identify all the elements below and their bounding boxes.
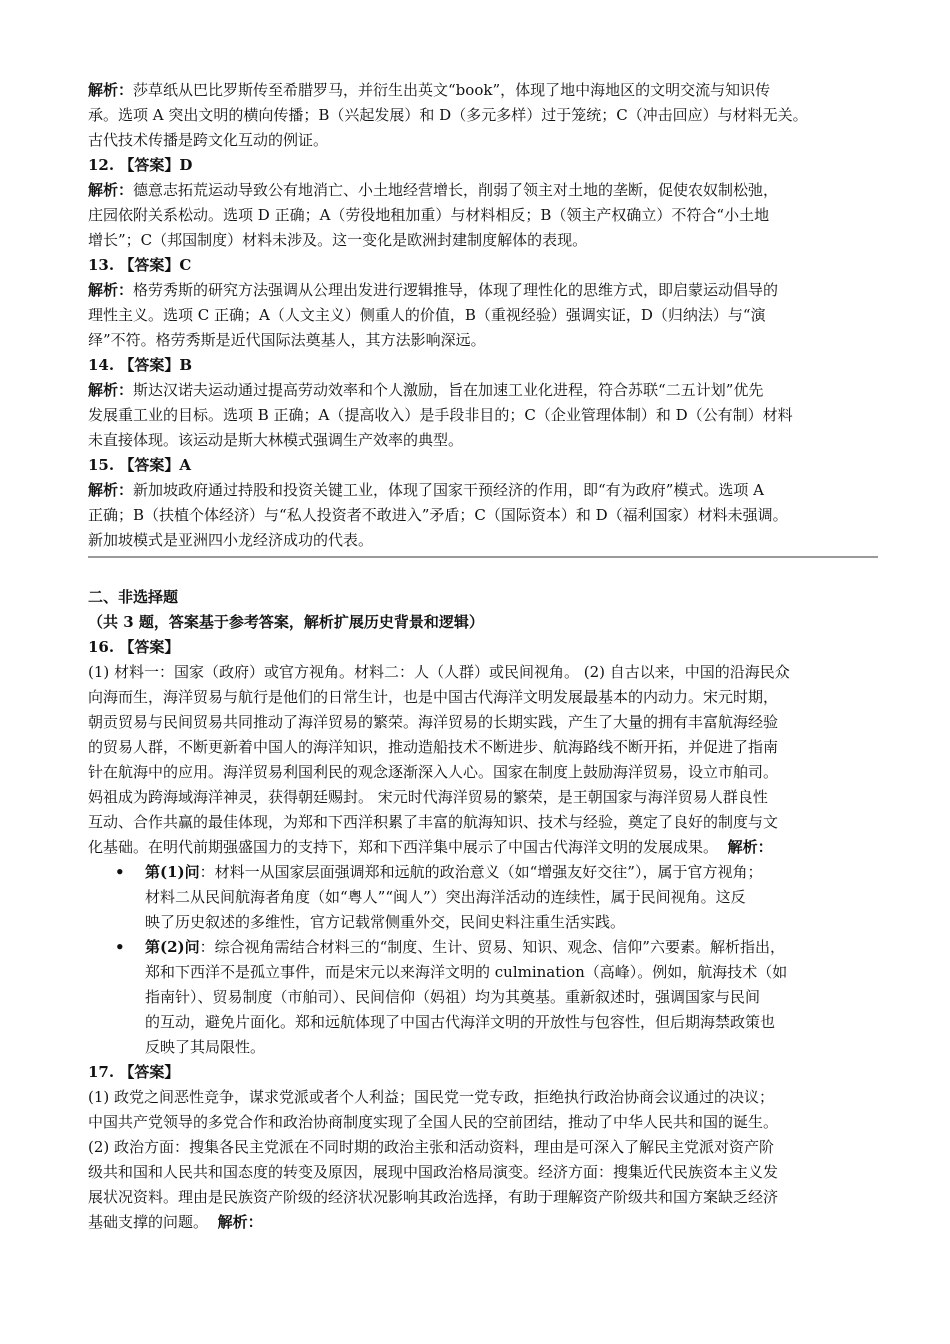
- analysis-text: 格劳秀斯的研究方法强调从公理出发进行逻辑推导，体现了理性化的思维方式，即启蒙运动倡导的: [133, 281, 779, 299]
- bullet-text: ：综合视角需结合材料三的“制度、生计、贸易、知识、观念、信仰”六要素。解析指出，: [199, 938, 785, 956]
- analysis-label: 解析：: [727, 838, 773, 856]
- bullet-line: 指南针）、贸易制度（市舶司）、民间信仰（妈祖）均为其奠基。重新叙述时，强调国家与民间: [145, 988, 761, 1006]
- text-line: [88, 178, 878, 203]
- bullet-head: 第(1)问: [145, 863, 200, 881]
- q14-answer: 14. 【答案】B: [88, 356, 192, 374]
- text-line: [88, 1210, 878, 1235]
- text-line: 中国共产党领导的多党合作和政治协商制度实现了全国人民的空前团结，推动了中华人民共和国的诞生。: [88, 1113, 779, 1131]
- analysis-text: 古代技术传播是跨文化互动的例证。: [88, 131, 329, 149]
- q12-block: [88, 153, 878, 253]
- text-line: (1) 政党之间恶性竞争，谋求党派或者个人利益；国民党一党专政，拒绝执行政治协商会议通过的决议；: [88, 1088, 775, 1106]
- text-line: [88, 78, 878, 103]
- bullet-line: [88, 860, 878, 885]
- bullet-item: [88, 935, 878, 1060]
- text-line: 展状况资料。理由是民族资产阶级的经济状况影响其政治选择，有助于理解资产阶级共和国方案缺乏经济: [88, 1188, 779, 1206]
- bullet-line: [88, 935, 878, 960]
- text-line: 的贸易人群，不断更新着中国人的海洋知识，推动造船技术不断进步、航海路线不断开拓，并促进了指南: [88, 738, 779, 756]
- q17-block: [88, 1060, 878, 1235]
- bullet-dot-icon: •: [115, 863, 125, 881]
- text-line: [88, 428, 878, 453]
- text-line: 互动、合作共赢的最佳体现，为郑和下西洋积累了丰富的航海知识、技术与经验，奠定了良好的制度与文: [88, 813, 779, 831]
- analysis-text: 新加坡模式是亚洲四小龙经济成功的代表。: [88, 531, 374, 549]
- text-line: [88, 103, 878, 128]
- bullet-line: 映了历史叙述的多维性，官方记载常侧重外交，民间史料注重生活实践。: [145, 913, 626, 931]
- text-line: [88, 403, 878, 428]
- analysis-text: 未直接体现。该运动是斯大林模式强调生产效率的典型。: [88, 431, 464, 449]
- analysis-text: 新加坡政府通过持股和投资关键工业，体现了国家干预经济的作用，即“有为政府”模式。选项 A: [133, 481, 764, 499]
- q16-answer: 16. 【答案】: [88, 638, 180, 656]
- text-line: [88, 228, 878, 253]
- bullet-item: [88, 860, 878, 935]
- analysis-text: 理性主义。选项 C 正确；A（人文主义）侧重人的价值，B（重视经验）强调实证，D（归纳法）与“演: [88, 306, 766, 324]
- q16-block: [88, 635, 878, 1060]
- text-line: [88, 128, 878, 153]
- analysis-text: 德意志拓荒运动导致公有地消亡、小土地经营增长，削弱了领主对土地的垄断，促使农奴制松弛，: [133, 181, 779, 199]
- q14-block: [88, 353, 878, 453]
- text-line: [88, 378, 878, 403]
- text-line: 朝贡贸易与民间贸易共同推动了海洋贸易的繁荣。海洋贸易的长期实践，产生了大量的拥有丰富航海经验: [88, 713, 779, 731]
- text-line: [88, 528, 878, 553]
- q13-answer: 13. 【答案】C: [88, 256, 192, 274]
- answer-text: 基础支撑的问题。: [88, 1213, 209, 1231]
- analysis-text: 斯达汉诺夫运动通过提高劳动效率和个人激励，旨在加速工业化进程，符合苏联“二五计划”优先: [133, 381, 764, 399]
- analysis-label: 解析：: [88, 281, 134, 299]
- bullet-dot-icon: •: [115, 938, 125, 956]
- q15-block: [88, 453, 878, 553]
- analysis-label: 解析：: [88, 181, 134, 199]
- text-line: [88, 328, 878, 353]
- text-line: (1) 材料一：国家（政府）或官方视角。材料二：人（人群）或民间视角。 (2) 自古以来，中国的沿海民众: [88, 663, 790, 681]
- section-title: 二、非选择题: [88, 588, 179, 606]
- analysis-text: 承。选项 A 突出文明的横向传播；B（兴起发展）和 D（多元多样）过于笼统；C（冲击回应）与材料无关。: [88, 106, 808, 124]
- analysis-text: 正确；B（扶植个体经济）与“私人投资者不敢进入”矛盾；C（国际资本）和 D（福利国家）材料未强调。: [88, 506, 788, 524]
- analysis-label: 解析：: [88, 381, 134, 399]
- bullet-text: ：材料一从国家层面强调郑和远航的政治意义（如“增强友好交往”），属于官方视角；: [199, 863, 763, 881]
- text-line: 向海而生，海洋贸易与航行是他们的日常生计，也是中国古代海洋文明发展最基本的内动力。宋元时期，: [88, 688, 779, 706]
- bullet-head: 第(2)问: [145, 938, 200, 956]
- text-line: (2) 政治方面：搜集各民主党派在不同时期的政治主张和活动资料，理由是可深入了解民主党派对资产阶: [88, 1138, 775, 1156]
- analysis-text: 庄园依附关系松动。选项 D 正确；A（劳役地租加重）与材料相反；B（领主产权确立）不符合“小土地: [88, 206, 770, 224]
- text-line: 级共和国和人民共和国态度的转变及原因，展现中国政治格局演变。经济方面：搜集近代民族资本主义发: [88, 1163, 779, 1181]
- analysis-label: 解析：: [88, 481, 134, 499]
- analysis-text: 增长”；C（邦国制度）材料未涉及。这一变化是欧洲封建制度解体的表现。: [88, 231, 588, 249]
- text-line: [88, 503, 878, 528]
- text-line: [88, 203, 878, 228]
- q15-answer: 15. 【答案】A: [88, 456, 191, 474]
- analysis-text: 绎”不符。格劳秀斯是近代国际法奠基人，其方法影响深远。: [88, 331, 486, 349]
- bullet-line: 的互动，避免片面化。郑和远航体现了中国古代海洋文明的开放性与包容性，但后期海禁政策也: [145, 1013, 776, 1031]
- bullet-line: 材料二从民间航海者角度（如“粤人”“闽人”）突出海洋活动的连续性，属于民间视角。这反: [145, 888, 746, 906]
- analysis-label: 解析：: [88, 81, 134, 99]
- text-line: [88, 835, 878, 860]
- spacer: [88, 558, 878, 585]
- text-line: [88, 278, 878, 303]
- q12-answer: 12. 【答案】D: [88, 156, 193, 174]
- text-line: 妈祖成为跨海域海洋神灵，获得朝廷赐封。 宋元时代海洋贸易的繁荣，是王朝国家与海洋贸易人群良性: [88, 788, 768, 806]
- bullet-line: 郑和下西洋不是孤立事件，而是宋元以来海洋文明的 culmination（高峰）。例如，航海技术（如: [145, 963, 788, 981]
- text-line: [88, 303, 878, 328]
- q13-block: [88, 253, 878, 353]
- text-line: 针在航海中的应用。海洋贸易利国利民的观念逐渐深入人心。国家在制度上鼓励海洋贸易，设立市舶司。: [88, 763, 779, 781]
- answer-text: 化基础。在明代前期强盛国力的支持下，郑和下西洋集中展示了中国古代海洋文明的发展成果。: [88, 838, 719, 856]
- text-line: [88, 478, 878, 503]
- q17-answer: 17. 【答案】: [88, 1063, 180, 1081]
- answer-sheet-page: [88, 78, 878, 1235]
- bullet-line: 反映了其局限性。: [145, 1038, 266, 1056]
- analysis-text: 莎草纸从巴比罗斯传至希腊罗马，并衍生出英文“book”，体现了地中海地区的文明交流与知识传: [133, 81, 771, 99]
- q11-analysis: [88, 78, 878, 153]
- analysis-text: 发展重工业的目标。选项 B 正确；A（提高收入）是手段非目的；C（企业管理体制）和 D（公有制）材料: [88, 406, 793, 424]
- analysis-label: 解析：: [217, 1213, 263, 1231]
- section-subtitle: （共 3 题，答案基于参考答案，解析扩展历史背景和逻辑）: [88, 613, 484, 631]
